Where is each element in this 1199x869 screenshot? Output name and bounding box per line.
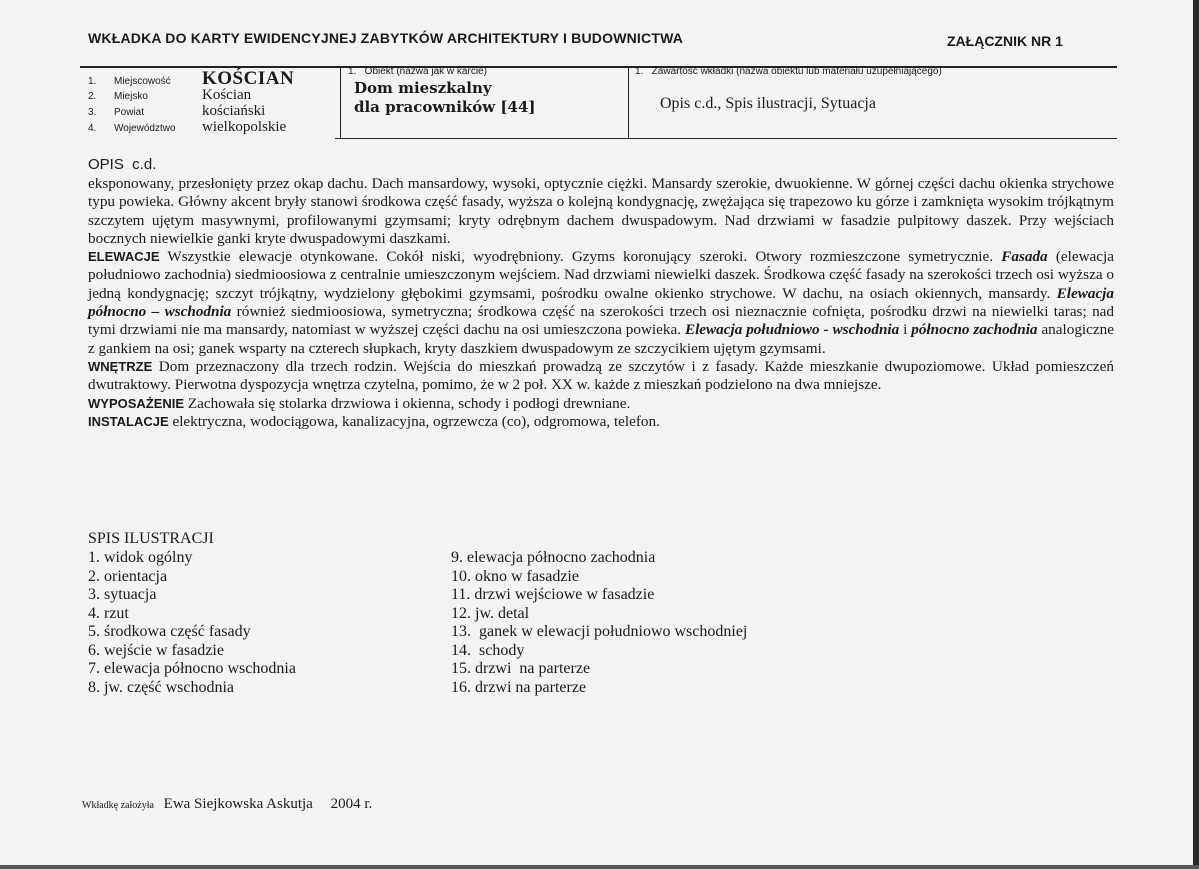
list-item: 9. elewacja północno zachodnia [451,549,656,566]
voivodeship-value: wielkopolskie [202,119,287,135]
list-item: 13. ganek w elewacji południowo wschodniej [451,623,748,640]
nw-elevation-term: północno zachodnia [911,321,1038,339]
location-row [88,68,295,89]
list-item: 10. okno w fasadzie [451,567,579,585]
object-name [354,79,536,117]
list-item: 14. schody [451,641,525,659]
elevations-text: Wszystkie elewacje otynkowane. Cokół niski, wyodrębniony. Gzyms koronujący szeroki. Otwory rozmieszczone symetrycznie. [159,248,1002,266]
field-label: Miejscowość [114,76,171,87]
list-item: 8. jw. część wschodnia [88,678,235,696]
field-label: Województwo [114,123,176,134]
elevations-text: analogiczne z gankiem na osi; ganek wsparty na czterech słupkach, kryty daszkiem dwuspadowym ze szczycikiem ujętym gzymsami. [88,321,1114,357]
illustrations-list-left [88,549,296,697]
furnishing-text: Zachowała się stolarka drzwiowa i okienna, schody i podłogi drewniane. [184,394,631,412]
town-value: KOŚCIAN [202,68,295,89]
table-bottom-rule [335,138,1117,139]
interior-label: WNĘTRZE [88,358,153,374]
list-item: 3. sytuacja [88,586,157,603]
signature-line [82,796,372,813]
scan-edge-right [1193,0,1199,869]
list-item: 5. środkowa część fasady [88,623,251,640]
row-number: 2. [88,91,97,102]
row-number: 3. [88,107,97,118]
annex-number: ZAŁĄCZNIK NR 1 [947,33,1063,49]
author-name: Ewa Siejkowska Askutja [163,796,313,812]
installations-label: INSTALACJE [88,413,169,429]
table-divider-1 [340,66,341,138]
ne-elevation-term: Elewacja północno – wschodnia [88,284,1114,321]
object-name-line-1: Dom mieszkalny [354,79,492,97]
elevations-text: (elewacja południowo zachodnia) siedmioosiowa z centralnie umieszczonym wejściem. Nad drzwiami niewielki daszek. Środkowa część fasady na szerokości trzech osi wyższa o jedną kondygnację; szczyt trójkątny, wydzielony głębokimi gzymsami, pośrodku owalne okienko strychowe. W dachu, na osiach okiennych, mansardy. [88,248,1114,302]
location-row [88,87,251,103]
illustrations-heading: SPIS ILUSTRACJI [88,530,214,547]
list-item: 16. drzwi na parterze [451,678,587,696]
field-label: Miejsko [114,91,148,102]
contents-value: Opis c.d., Spis ilustracji, Sytuacja [660,95,876,112]
list-item: 12. jw. detal [451,604,530,622]
object-field-label: 1. Obiekt (nazwa jak w karcie) [348,66,487,77]
table-divider-2 [628,66,629,138]
scan-edge-bottom [0,865,1199,869]
conjunction: i [899,321,912,339]
row-number: 1. [88,76,97,87]
document-title: WKŁADKA DO KARTY EWIDENCYJNEJ ZABYTKÓW ARCHITEKTURY I BUDOWNICTWA [88,30,684,46]
description-intro: eksponowany, przesłonięty przez okap dachu. Dach mansardowy, wysoki, optycznie ciężki. Mansardy szerokie, dwuokienne. W górnej części dachu okienka strychowe typu powieka. Główny akcent bryły stanowi środkowa część fasady, wyższa o kolejną kondygnację, zwężająca się trapezowo ku górze i zamknięta wysokim trójkątnym szczytem ujętym masywnymi, profilowanymi gzymsami; kryty odrębnym dachem dwuspadowym. Nad drzwiami w fasadzie pulpitowy daszek. Przy wejściach bocznych niewielkie ganki kryte dwuspadowymi daszkami. [88,175,1114,247]
list-item: 7. elewacja północno wschodnia [88,660,296,677]
elevations-text: również siedmioosiowa, symetryczna; środkowa część na szerokości trzech osi nieznacznie cofnięta, pośrodku drzwi na niewielki taras; nad tymi drzwiami nie ma mansardy, natomiast w wyższej części dachu na osi umieszczona powieka. [88,303,1115,339]
list-item: 1. widok ogólny [88,549,193,566]
object-name-line-2: dla pracowników [44] [354,98,536,116]
field-label: Powiat [114,107,145,118]
installations-text: elektryczna, wodociągowa, kanalizacyjna, ogrzewcza (co), odgromowa, telefon. [168,412,660,430]
municipality-value: Kościan [202,87,252,103]
furnishing-paragraph [88,395,1114,413]
list-item: 2. orientacja [88,567,168,585]
list-item: 11. drzwi wejściowe w fasadzie [451,586,655,603]
signature-year: 2004 r. [330,796,373,812]
interior-text: Dom przeznaczony dla trzech rodzin. Wejścia do mieszkań prowadzą ze szczytów i z fasady. Każde mieszkanie dwupoziomowe. Układ pomieszczeń dwutraktowy. Pierwotna dyspozycja wnętrza czytelna, pomimo, że w 2 poł. XX w. każde z mieszkań podzielono na dwa mniejsze. [88,357,1114,394]
facade-term: Fasada [1001,248,1048,266]
interior-paragraph [88,358,1114,395]
location-row [88,119,286,135]
se-elevation-term: Elewacja południowo - wschodnia [684,321,900,339]
list-item: 15. drzwi na parterze [451,660,591,677]
description-heading: OPIS c.d. [88,156,157,173]
contents-field-label: 1. Zawartość wkładki (nazwa obiektu lub materiału uzupełniającego) [635,66,942,77]
description-body [88,175,1114,431]
illustrations-list-right [451,549,747,697]
elevations-paragraph [88,248,1114,358]
list-item: 6. wejście w fasadzie [88,641,224,659]
location-row [88,103,265,119]
furnishing-label: WYPOSAŻENIE [88,395,185,411]
signature-label: Wkładkę założyła [82,800,154,811]
installations-paragraph [88,413,1114,431]
elevations-label: ELEWACJE [88,249,160,265]
row-number: 4. [88,123,97,134]
list-item: 4. rzut [88,604,129,622]
county-value: kościański [202,103,266,119]
